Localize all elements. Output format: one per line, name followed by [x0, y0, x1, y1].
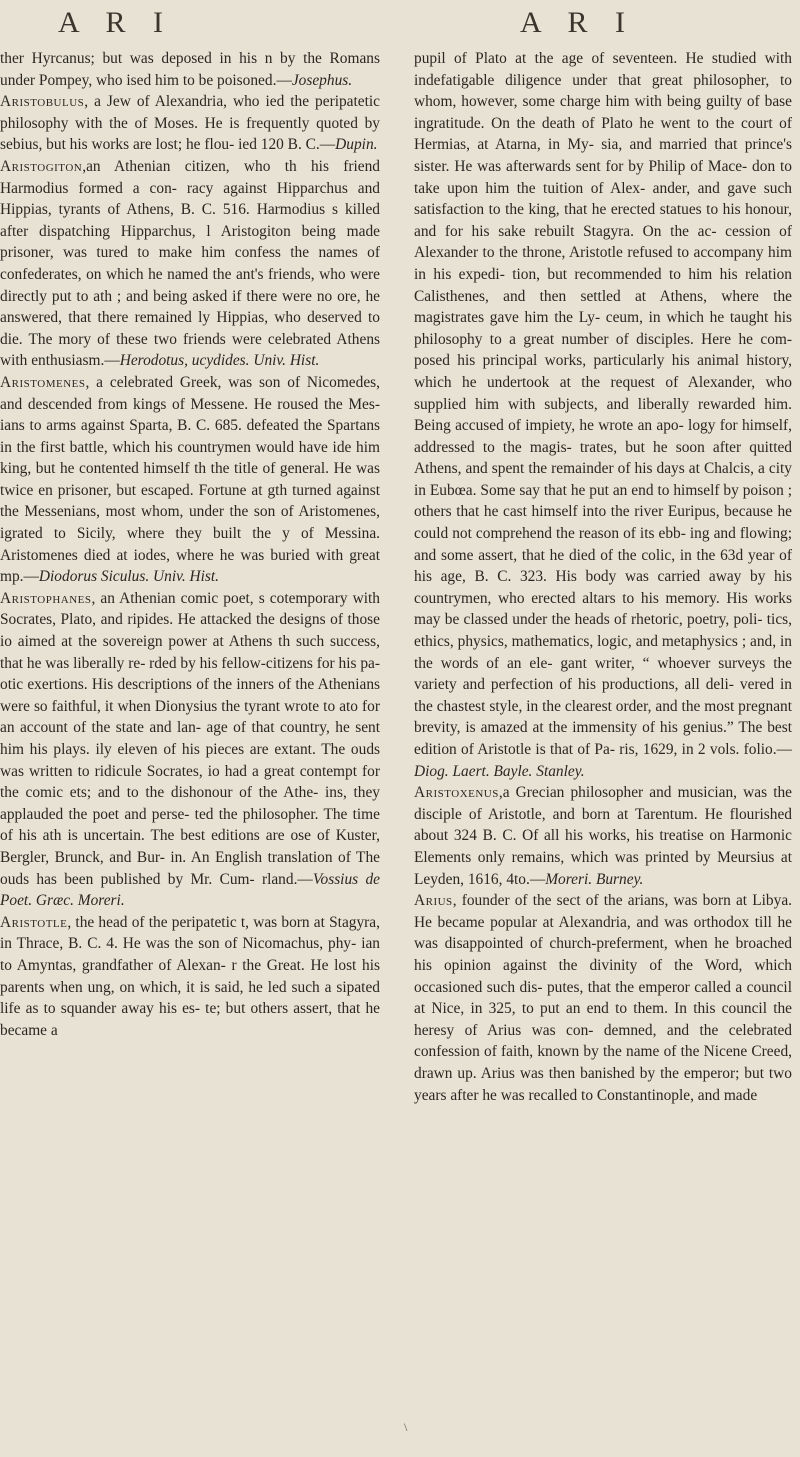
dictionary-entry	[0, 156, 380, 372]
source-dash: —	[319, 136, 336, 154]
entry-text: ,an Athenian citizen, who th his friend Harmodius formed a con- racy against Hipparchus and Hippias, tyrants of Athens, B. C. 516. Harmodius s killed after dispatching Hipparchus, l Aristogiton being made prisoner, was tured to make him confess the names of confederates, on which he named the ant's friends, who were directly put to ath ; and being asked if there were no ore, he answered, that there remained ly Hippias, who deserved to die. The mory of these two friends were celebrated Athens with enthusiasm.	[0, 157, 380, 370]
entry-text: pupil of Plato at the age of seventeen. He studied with indefatigable diligence under that great philosopher, to whom, however, some charge him with being guilty of base ingratitude. On the death of Plato he went to the court of Hermias, at Atarna, in My- sia, and married that prince's sister. He was afterwards sent for by Philip of Mace- don to take upon him the tuition of Alex- ander, and gave such satisfaction to the king, that he erected statues to his honour, and for his sake rebuilt Stagyra. On the ac- cession of Alexander to the throne, Aristotle refused to accompany him in his expedi- tion, but recommended to him his relation Calisthenes, and then settled at Athens, where the magistrates gave him the Ly- ceum, in which he taught his philosophy to a great number of disciples. Here he com- posed his principal works, particularly his animal history, which he undertook at the request of Alexander, who supplied him with subjects, and liberally rewarded him. Being accused of impiety, he wrote an apo- logy for himself, addressed to the magis- trates, but he soon after quitted Athens, and spent the remainder of his days at Chalcis, a city in Eubœa. Some say that he put an end to himself by poison ; others that he cast himself into the river Euripus, because he could not comprehend the reason of its ebb- ing and flowing; and some assert, that he died of the colic, in the 63d year of his age, B. C. 323. His body was carried away by his countrymen, who erected altars to his memory. His works may be classed under the heads of rhetoric, poetry, poli- tics, ethics, physics, mathematics, logic, and metaphysics ; and, in the words of an ele- gant writer, “ whoever surveys the variety and perfection of his productions, all deli- vered in the chastest style, in the clearest order, and the most pregnant brevity, is amazed at the immensity of his genius.” The best edition of Aristotle is that of Pa- ris, 1629, in 2 vols. folio.	[414, 50, 792, 758]
dictionary-entry	[0, 912, 380, 1042]
entry-source: Vossius de Poet. Græc. Moreri.	[0, 870, 380, 910]
entry-source: Diog. Laert. Bayle. Stanley.	[414, 762, 585, 780]
source-dash: —	[297, 870, 313, 888]
dictionary-entry	[414, 890, 792, 1106]
entry-headword: Arius	[414, 892, 453, 910]
signature-mark: \	[404, 1420, 408, 1434]
running-head-left: A R I	[58, 6, 174, 39]
dictionary-entry	[414, 48, 792, 782]
left-column	[0, 48, 380, 1448]
entry-headword: Aristotle	[0, 913, 68, 931]
entry-text: , a Jew of Alexandria, who ied the peripatetic philosophy with the of Moses. He is frequently quoted by sebius, but his works are lost; he flou- ied 120 B. C.	[0, 93, 380, 154]
source-dash: —	[276, 71, 292, 89]
source-dash: —	[104, 352, 120, 370]
entry-text: ther Hyrcanus; but was deposed in his n by the Romans under Pompey, who ised him to be poisoned.	[0, 50, 380, 89]
entry-text: , a celebrated Greek, was son of Nicomedes, and descended from kings of Messene. He roused the Mes- ians to arms against Sparta, B. C. 685. defeated the Spartans in the first battle, which his countrymen would have ide him king, but he contented himself th the title of general. He was twice en prisoner, but escaped. Fortune at gth turned against the Messenians, most whom, under the son of Aristomenes, igrated to Sicily, where they built the y of Messina. Aristomenes died at iodes, where he was buried with great mp.	[0, 373, 380, 586]
running-head-right: A R I	[520, 6, 636, 39]
entry-text: , founder of the sect of the arians, was born at Libya. He became popular at Alexandria, and was orthodox till he was disappointed of church-preferment, when he broached his opinion against the divinity of the Word, which occasioned such dis- putes, that the emperor called a council at Nice, in 325, to put an end to them. In this council the heresy of Arius was con- demned, and the celebrated confession of faith, known by the name of the Nicene Creed, drawn up. Arius was then banished by the emperor; but two years after he was recalled to Constantinople, and made	[414, 892, 792, 1104]
entry-headword: Aristoxenus	[414, 784, 499, 802]
entry-headword: Aristogiton	[0, 157, 83, 175]
entry-text: , the head of the peripatetic t, was born at Stagyra, in Thrace, B. C. 4. He was the son of Nicomachus, phy- ian to Amyntas, grandfather of Alexan- r the Great. He lost his parents when ung, on which, it is said, he led such a sipated life as to squander away his es- te; but others assert, that he became a	[0, 913, 380, 1039]
right-column	[414, 48, 792, 1448]
entry-source: Herodotus, ucydides. Univ. Hist.	[119, 352, 320, 370]
dictionary-entry	[0, 372, 380, 588]
dictionary-entry	[0, 588, 380, 912]
entry-headword: Aristobulus	[0, 93, 85, 111]
entry-headword: Aristophanes	[0, 589, 92, 607]
source-dash: —	[23, 568, 39, 586]
entry-source: Diodorus Siculus. Univ. Hist.	[38, 568, 220, 586]
entry-source: Josephus.	[291, 71, 353, 89]
dictionary-entry	[414, 782, 792, 890]
entry-headword: Aristomenes	[0, 373, 86, 391]
entry-source: Dupin.	[335, 136, 378, 154]
entry-text: ,a Grecian philosopher and musician, was the disciple of Aristotle, and born at Tarentum. He flourished about 324 B. C. Of all his works, his treatise on Harmonic Elements only remains, which was printed by Meursius at Leyden, 1616, 4to.	[414, 784, 792, 888]
dictionary-entry	[0, 91, 380, 156]
source-dash: —	[529, 870, 546, 888]
source-dash: —	[776, 741, 792, 758]
dictionary-entry	[0, 48, 380, 91]
entry-source: Moreri. Burney.	[545, 870, 644, 888]
entry-text: , an Athenian comic poet, s cotemporary with Socrates, Plato, and ripides. He attacked the designs of those io aimed at the sovereign power at Athens th such success, that he was liberally re- rded by his fellow-citizens for his pa- otic exertions. His descriptions of the inners of the Athenians were so faithful, it when Dionysius the tyrant wrote to ato for an account of the state and lan- age of that country, he sent him his plays. ily eleven of his pieces are extant. The ouds was written to ridicule Socrates, io had a great contempt for the comic ets; and to the dishonour of the Athe- ins, they applauded the poet and perse- ted the philosopher. The time of his ath is uncertain. The best editions are ose of Kuster, Bergler, Brunck, and Bur- in. An English translation of The ouds has been published by Mr. Cum- rland.	[0, 589, 380, 888]
